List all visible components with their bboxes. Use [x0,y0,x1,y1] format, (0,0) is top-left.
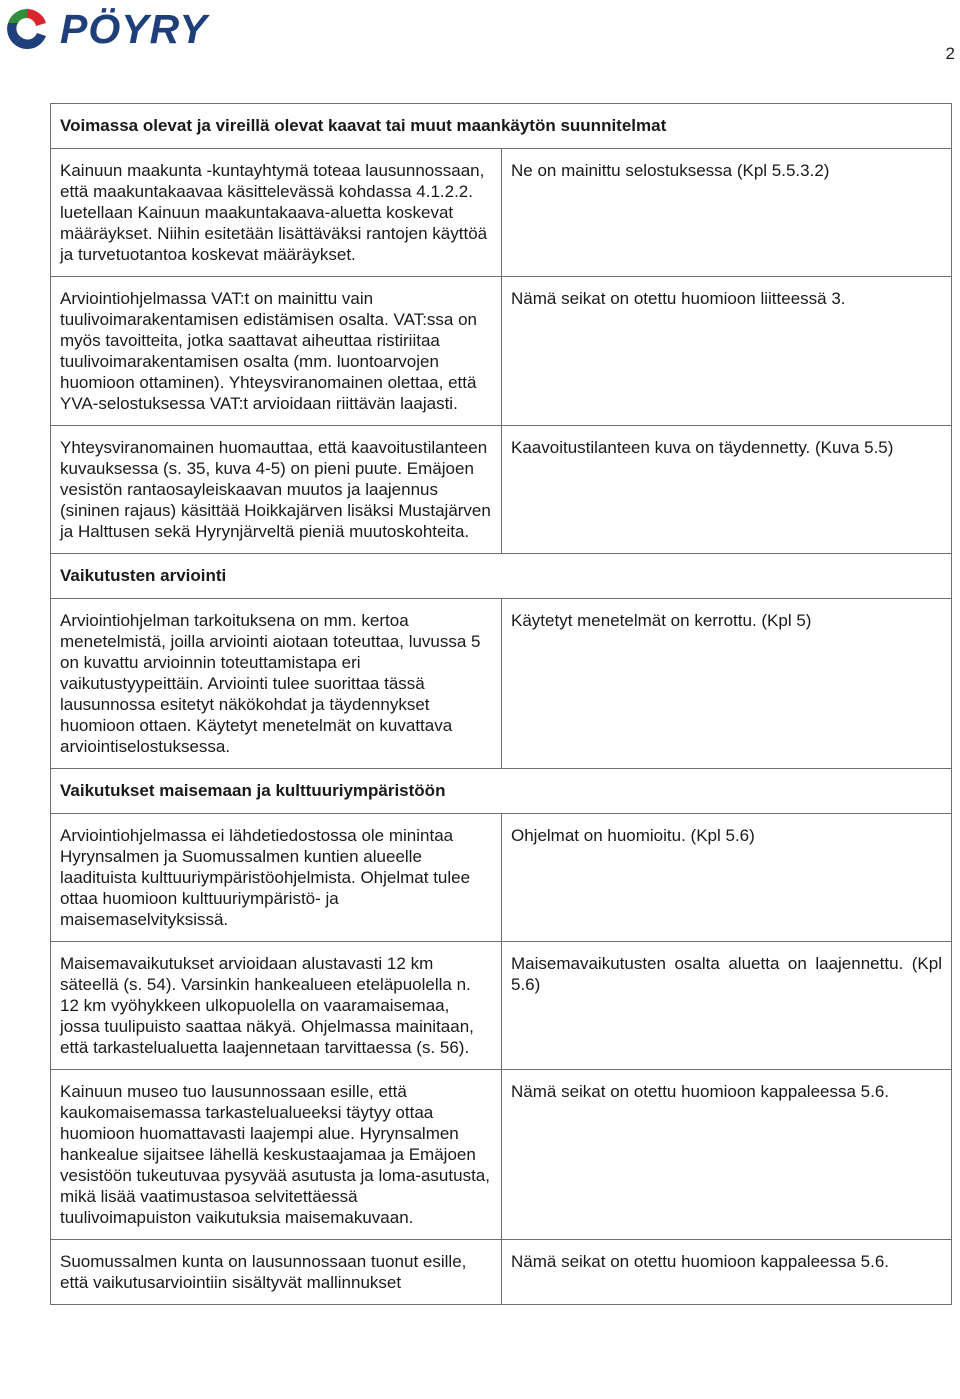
comment-cell: Suomussalmen kunta on lausunnossaan tuonut esille, että vaikutusarviointiin sisältyvät mallinnukset [51,1240,502,1305]
section-header-row [51,104,952,149]
comment-cell: Maisemavaikutukset arvioidaan alustavasti 12 km säteellä (s. 54). Varsinkin hankealueen eteläpuolella n. 12 km vyöhykkeen ulkopuolella on vaaramaisemaa, jossa tuulipuisto saattaa näkyä. Ohjelmassa mainitaan, että tarkastelualuetta laajennetaan tarvittaessa (s. 56). [51,942,502,1070]
response-cell: Nämä seikat on otettu huomioon liitteessä 3. [502,277,952,426]
table-row [51,942,952,1070]
response-cell: Käytetyt menetelmät on kerrottu. (Kpl 5) [502,599,952,769]
response-cell: Ne on mainittu selostuksessa (Kpl 5.5.3.2) [502,149,952,277]
table-row [51,426,952,554]
response-cell: Nämä seikat on otettu huomioon kappaleessa 5.6. [502,1070,952,1240]
comment-cell: Kainuun maakunta -kuntayhtymä toteaa lausunnossaan, että maakuntakaavaa käsittelevässä kohdassa 4.1.2.2. luetellaan Kainuun maakuntakaava-aluetta koskevat määräykset. Niihin esitetään lisättäväksi rantojen käyttöä ja turvetuotantoa koskevat määräykset. [51,149,502,277]
section-header-row [51,554,952,599]
response-cell: Kaavoitustilanteen kuva on täydennetty. (Kuva 5.5) [502,426,952,554]
table-row [51,149,952,277]
page-number: 2 [945,44,955,63]
comment-cell: Yhteysviranomainen huomauttaa, että kaavoitustilanteen kuvauksessa (s. 35, kuva 4-5) on pieni puute. Emäjoen vesistön rantaosayleiskaavan muutos ja laajennus (sininen rajaus) käsittää Hoikkajärven lisäksi Mustajärven ja Halttusen sekä Hyrynjärveltä pieniä muutoskohteita. [51,426,502,554]
section-title: Vaikutukset maisemaan ja kulttuuriympäristöön [51,769,952,814]
response-cell: Maisemavaikutusten osalta aluetta on laajennettu. (Kpl 5.6) [502,942,952,1070]
comment-cell: Arviointiohjelmassa VAT:t on mainittu vain tuulivoimarakentamisen edistämisen osalta. VAT:ssa on myös tavoitteita, jotka saattavat aiheuttaa ristiriitaa tuulivoimarakentamisen osalta (mm. luontoarvojen huomioon ottaminen). Yhteysviranomainen olettaa, että YVA-selostuksessa VAT:t arvioidaan riittävän laajasti. [51,277,502,426]
section-header-row [51,769,952,814]
company-logo [4,6,208,52]
table-row [51,599,952,769]
logo-wordmark: PÖYRY [60,5,208,52]
table-row [51,1240,952,1305]
table-row [51,277,952,426]
section-title: Vaikutusten arviointi [51,554,952,599]
table-row [51,814,952,942]
comment-cell: Kainuun museo tuo lausunnossaan esille, että kaukomaisemassa tarkastelualueeksi täytyy ottaa huomioon huomattavasti laajempi alue. Hyrynsalmen hankealue sijaitsee lähellä keskustaajamaa ja Emäjoen vesistöön tukeutuvaa pysyvää asutusta ja loma-asutusta, mikä lisää vaatimustasoa selvitettäessä tuulivoimapuiston vaikutuksia maisemakuvaan. [51,1070,502,1240]
response-cell: Nämä seikat on otettu huomioon kappaleessa 5.6. [502,1240,952,1305]
table-row [51,1070,952,1240]
comment-cell: Arviointiohjelmassa ei lähdetiedostossa ole minintaa Hyrynsalmen ja Suomussalmen kuntien alueelle laadituista kulttuuriympäristöohjelmista. Ohjelmat tulee ottaa huomioon kulttuuriympäristö- ja maisemaselvityksissä. [51,814,502,942]
review-table [50,103,952,1305]
comment-cell: Arviointiohjelman tarkoituksena on mm. kertoa menetelmistä, joilla arviointi aiotaan toteuttaa, luvussa 5 on kuvattu arvioinnin toteuttamistapa eri vaikutustyypeittäin. Arviointi tulee suorittaa tässä lausunnossa esitetyt näkökohdat ja täydennykset huomioon ottaen. Käytetyt menetelmät on kuvattava arviointiselostuksessa. [51,599,502,769]
section-title: Voimassa olevat ja vireillä olevat kaavat tai muut maankäytön suunnitelmat [51,104,952,149]
response-cell: Ohjelmat on huomioitu. (Kpl 5.6) [502,814,952,942]
poyry-swirl-icon [4,6,50,52]
